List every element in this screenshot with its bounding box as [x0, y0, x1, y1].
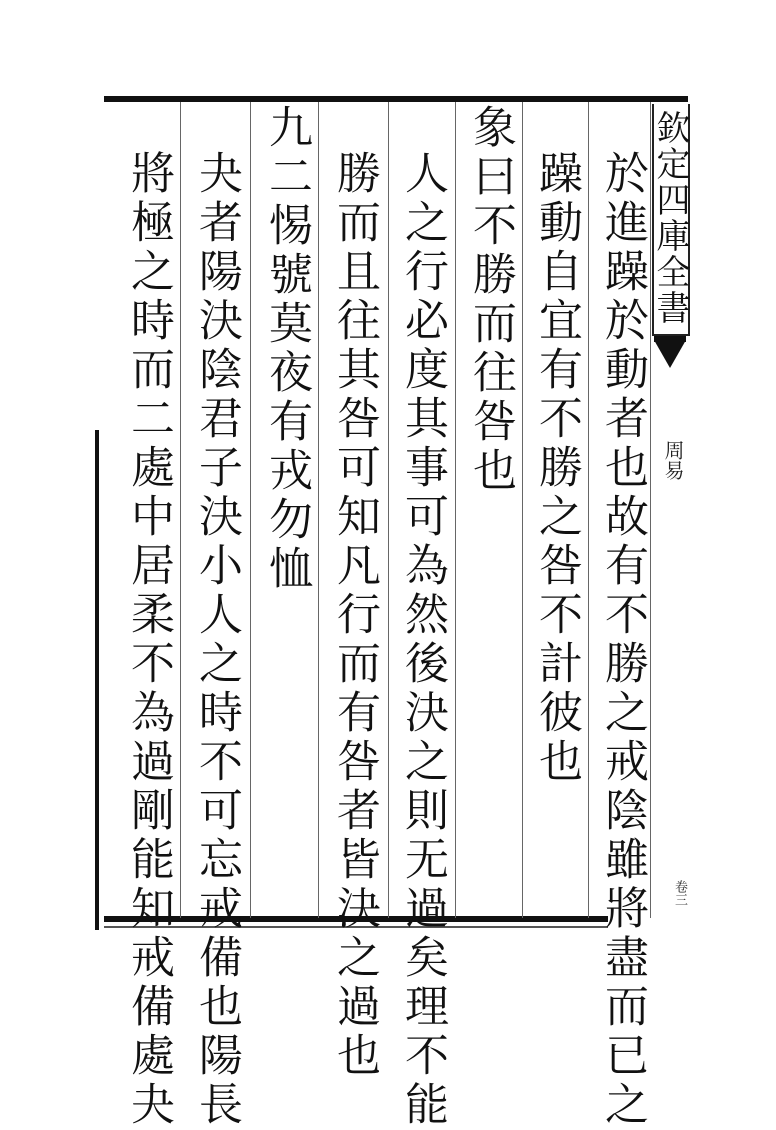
column-divider: [522, 102, 523, 918]
text-column-1: 於進躁於動者也故有不勝之戒陰雖將盡而已之: [597, 150, 648, 1130]
column-divider: [388, 102, 389, 918]
column-divider: [318, 102, 319, 918]
text-column-7: 夬者陽決陰君子決小人之時不可忘戒備也陽長: [191, 150, 242, 1130]
text-column-3: 象曰不勝而往咎也: [465, 104, 516, 496]
margin-volume: 卷三: [672, 880, 687, 906]
text-column-5: 勝而且往其咎可知凡行而有咎者皆決之過也: [329, 150, 380, 1081]
text-column-2: 躁動自宜有不勝之咎不計彼也: [531, 150, 582, 787]
top-border-line: [104, 96, 688, 102]
text-column-8: 將極之時而二處中居柔不為過剛能知戒備處夬: [123, 150, 174, 1130]
left-border-line: [95, 430, 99, 930]
collection-title: 欽定四庫全書: [650, 110, 690, 326]
fish-tail-mark: [654, 340, 686, 368]
text-column-6: 九二惕號莫夜有戎勿恤: [261, 104, 312, 594]
margin-book-name: 周易: [661, 440, 685, 480]
column-divider: [588, 102, 589, 918]
column-divider: [180, 102, 181, 918]
text-column-4: 人之行必度其事可為然後決之則无過矣理不能: [397, 150, 448, 1130]
column-divider: [250, 102, 251, 918]
column-divider: [455, 102, 456, 918]
